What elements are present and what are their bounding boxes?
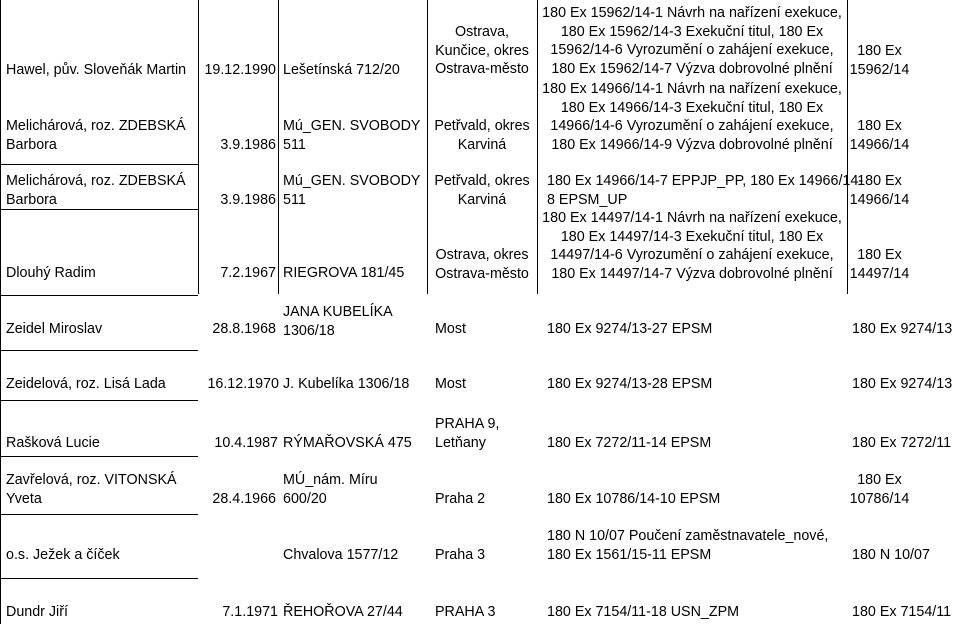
documents-cell: 180 Ex 10786/14-10 EPSM: [547, 491, 721, 507]
address-cell: MÚ_nám. Míru 600/20: [283, 472, 378, 507]
grid-line-row-4: [0, 350, 198, 351]
case-cell: 180 Ex 14966/14: [849, 118, 910, 153]
case-cell: 180 N 10/07: [852, 547, 930, 563]
date-cell: 19.12.1990: [204, 62, 276, 78]
name-cell: Melichárová, roz. ZDEBSKÁ Barbora: [6, 173, 186, 208]
case-cell: 180 Ex 9274/13: [852, 321, 953, 337]
documents-cell: 180 Ex 9274/13-28 EPSM: [547, 376, 713, 392]
address-cell: Mú_GEN. SVOBODY 511: [283, 118, 421, 153]
documents-cell: 180 Ex 7154/11-18 USN_ZPM: [547, 604, 740, 620]
case-cell: 180 Ex 7272/11: [852, 435, 952, 451]
name-cell: Zeidel Miroslav: [6, 321, 103, 337]
date-cell: 16.12.1970: [207, 376, 279, 392]
date-cell: 7.2.1967: [220, 265, 276, 281]
documents-cell: 180 N 10/07 Poučení zaměstnavatele_nové, 180 Ex 1561/15-11 EPSM: [547, 528, 829, 563]
address-cell: Mú_GEN. SVOBODY 511: [283, 173, 421, 208]
date-cell: 3.9.1986: [220, 137, 276, 153]
name-cell: Rašková Lucie: [6, 435, 100, 451]
place-cell: Praha 3: [435, 547, 486, 563]
grid-line-row-3: [0, 295, 198, 296]
name-cell: Hawel, pův. Sloveňák Martin: [6, 62, 187, 78]
grid-line-row-2: [0, 209, 198, 210]
case-cell: 180 Ex 14966/14: [849, 173, 910, 208]
documents-cell: 180 Ex 14966/14-1 Návrh na nařízení exekuce, 180 Ex 14966/14-3 Exekuční titul, 180 Ex 14966/14-6 Vyrozumění o zahájení exekuce, 180 Ex 14966/14-9 Výzva dobrovolné plnění: [542, 81, 842, 153]
place-cell: PRAHA 9, Letňany: [435, 416, 500, 451]
grid-line-left: [0, 0, 1, 624]
name-cell: Zeidelová, roz. Lisá Lada: [6, 376, 166, 392]
documents-cell: 180 Ex 14497/14-1 Návrh na nařízení exekuce, 180 Ex 14497/14-3 Exekuční titul, 180 Ex 14497/14-6 Vyrozumění o zahájení exekuce, 180 Ex 14497/14-7 Výzva dobrovolné plnění: [542, 210, 842, 282]
documents-cell: 180 Ex 9274/13-27 EPSM: [547, 321, 713, 337]
grid-line-row-7: [0, 514, 198, 515]
place-cell: Ostrava, Kunčice, okres Ostrava-město: [435, 24, 529, 77]
place-cell: Ostrava, okres Ostrava-město: [435, 247, 529, 282]
grid-line-row-1: [0, 164, 198, 165]
address-cell: Lešetínská 712/20: [283, 62, 400, 78]
grid-line-row-8: [0, 578, 198, 579]
address-cell: ŘEHOŘOVA 27/44: [283, 604, 403, 620]
documents-cell: 180 Ex 7272/11-14 EPSM: [547, 435, 712, 451]
case-cell: 180 Ex 7154/11: [852, 604, 952, 620]
name-cell: Melichárová, roz. ZDEBSKÁ Barbora: [6, 118, 186, 153]
documents-cell: 180 Ex 15962/14-1 Návrh na nařízení exekuce, 180 Ex 15962/14-3 Exekuční titul, 180 Ex 15962/14-6 Vyrozumění o zahájení exekuce, 180 Ex 15962/14-7 Výzva dobrovolné plnění: [542, 5, 842, 77]
address-cell: J. Kubelíka 1306/18: [283, 376, 410, 392]
date-cell: 3.9.1986: [220, 192, 276, 208]
place-cell: Petřvald, okres Karviná: [434, 173, 530, 208]
grid-line-row-6: [0, 456, 198, 457]
case-cell: 180 Ex 9274/13: [852, 376, 953, 392]
name-cell: o.s. Ježek a číček: [6, 547, 120, 563]
date-cell: 7.1.1971: [222, 604, 278, 620]
address-cell: RIEGROVA 181/45: [283, 265, 405, 281]
date-cell: 28.8.1968: [212, 321, 276, 337]
name-cell: Dlouhý Radim: [6, 265, 96, 281]
place-cell: Most: [435, 321, 466, 337]
name-cell: Dundr Jiří: [6, 604, 68, 620]
case-cell: 180 Ex 10786/14: [849, 472, 910, 507]
place-cell: PRAHA 3: [435, 604, 496, 620]
place-cell: Most: [435, 376, 466, 392]
case-cell: 180 Ex 14497/14: [849, 247, 910, 282]
documents-cell: 180 Ex 14966/14-7 EPPJP_PP, 180 Ex 14966/14- 8 EPSM_UP: [547, 173, 864, 208]
address-cell: JANA KUBELÍKA 1306/18: [283, 304, 393, 339]
address-cell: RÝMAŘOVSKÁ 475: [283, 435, 412, 451]
name-cell: Zavřelová, roz. VITONSKÁ Yveta: [6, 472, 177, 507]
case-cell: 180 Ex 15962/14: [849, 43, 910, 78]
address-cell: Chvalova 1577/12: [283, 547, 399, 563]
date-cell: 28.4.1966: [212, 491, 276, 507]
grid-line-row-5: [0, 400, 198, 401]
grid-line-address: [278, 0, 279, 294]
place-cell: Petřvald, okres Karviná: [434, 118, 530, 153]
place-cell: Praha 2: [435, 491, 486, 507]
date-cell: 10.4.1987: [214, 435, 278, 451]
